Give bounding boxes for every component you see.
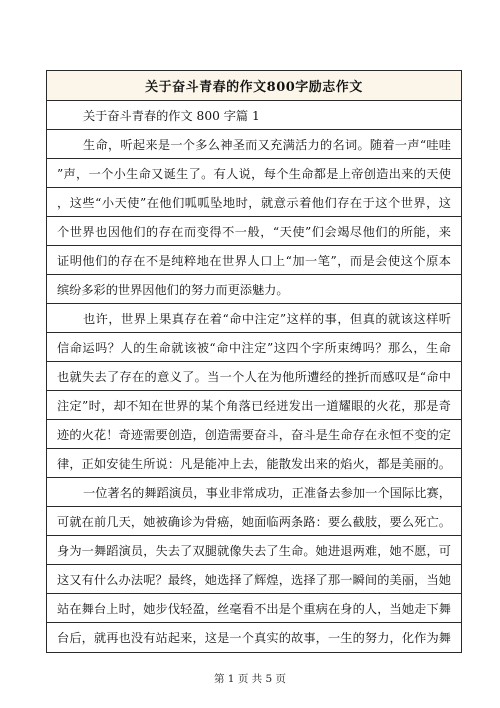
- text-line: [47, 217, 461, 246]
- line-text: 信命运吗？人的生命就该被“命中注定”这四个字所束缚吗？那么，生命: [57, 340, 451, 355]
- line-text: 律，正如安徒生所说：凡是能冲上去，能散发出来的焰火，都是美丽的。: [57, 456, 451, 471]
- text-line: [47, 507, 461, 536]
- text-line: [47, 362, 461, 391]
- text-line: [47, 275, 461, 304]
- text-line: [47, 565, 461, 594]
- line-text: 生命，听起来是一个多么神圣而又充满活力的名词。随着一声“哇哇: [83, 137, 451, 152]
- line-text: 一位著名的舞蹈演员，事业非常成功，正准备去参加一个国际比赛，: [83, 485, 451, 500]
- essay-table: [46, 70, 462, 653]
- line-text: 关于奋斗青春的作文 800 字篇 1: [83, 108, 260, 123]
- text-line: [47, 304, 461, 333]
- text-line: [47, 623, 461, 652]
- essay-body: [47, 101, 461, 652]
- line-text: 个世界也因他们的存在而变得不一般，“天使”们会竭尽他们的所能，来: [57, 224, 451, 239]
- line-text: 这又有什么办法呢？最终，她选择了辉煌，选择了那一瞬间的美丽，当她: [57, 572, 451, 587]
- title-row: [47, 71, 461, 101]
- line-text: ”声，一个小生命又诞生了。有人说，每个生命都是上帝创造出来的天使: [57, 166, 451, 181]
- section-heading: [47, 101, 461, 130]
- text-line: [47, 333, 461, 362]
- line-text: ，这些“小天使”在他们呱呱坠地时，就意示着他们存在于这个世界，这: [57, 195, 451, 210]
- line-text: 身为一舞蹈演员，失去了双腿就像失去了生命。她进退两难，她不愿，可: [57, 543, 451, 558]
- text-line: [47, 159, 461, 188]
- line-text: 可就在前几天，她被确诊为骨癌，她面临两条路：要么截肢，要么死亡。: [57, 514, 451, 529]
- line-text: 注定”时，却不知在世界的某个角落已经迸发出一道耀眼的火花，那是奇: [57, 398, 451, 413]
- text-line: [47, 536, 461, 565]
- text-line: [47, 478, 461, 507]
- text-line: [47, 449, 461, 478]
- line-text: 也就失去了存在的意义了。当一个人在为他所遭经的挫折而感叹是“命中: [57, 369, 451, 384]
- text-line: [47, 420, 461, 449]
- text-line: [47, 391, 461, 420]
- document-title: 关于奋斗青春的作文800字励志作文: [145, 80, 363, 95]
- line-text: 台后，就再也没有站起来，这是一个真实的故事，一生的努力，化作为舞: [57, 631, 451, 645]
- text-line: [47, 188, 461, 217]
- line-text: 缤纷多彩的世界因他们的努力而更添魅力。: [57, 282, 289, 297]
- text-line: [47, 594, 461, 623]
- text-line: [47, 246, 461, 275]
- text-line: [47, 130, 461, 159]
- line-text: 迹的火花！奇迹需要创造，创造需要奋斗，奋斗是生命存在永恒不变的定: [57, 427, 451, 442]
- line-text: 证明他们的存在不是纯粹地在世界人口上“加一笔”，而是会使这个原本: [57, 253, 451, 268]
- page-footer: 第 1 页 共 5 页: [213, 673, 287, 685]
- line-text: 也许，世界上果真存在着“命中注定”这样的事，但真的就该这样听: [83, 311, 451, 326]
- line-text: 站在舞台上时，她步伐轻盈，丝毫看不出是个重病在身的人，当她走下舞: [57, 601, 451, 616]
